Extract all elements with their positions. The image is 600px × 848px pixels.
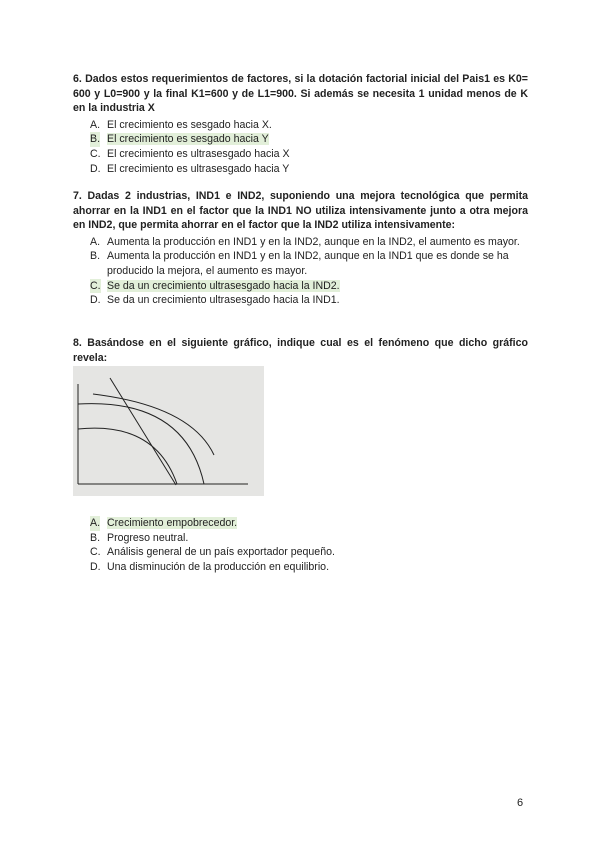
- option-text: El crecimiento es sesgado hacia X.: [107, 118, 272, 131]
- option-text: Progreso neutral.: [107, 531, 189, 544]
- option-7a[interactable]: [73, 235, 528, 250]
- page-number: 6: [517, 797, 524, 809]
- option-7c-highlighted[interactable]: [73, 279, 528, 294]
- option-8a-highlighted[interactable]: [73, 516, 528, 531]
- question-7-options: [73, 235, 528, 308]
- option-letter: D.: [90, 294, 101, 307]
- option-letter: D.: [90, 560, 101, 573]
- option-letter: C.: [90, 279, 101, 292]
- option-text: El crecimiento es ultrasesgado hacia X: [107, 147, 290, 160]
- option-6a[interactable]: [73, 118, 528, 133]
- option-text: Se da un crecimiento ultrasesgado hacia la IND2.: [107, 279, 340, 292]
- option-6c[interactable]: [73, 147, 528, 162]
- price-line-steep: [110, 378, 176, 485]
- question-7-text: 7. Dadas 2 industrias, IND1 e IND2, suponiendo una mejora tecnológica que permita ahorrar en la IND1 en el factor que la IND1 NO utiliza intensivamente junto a otra mejora en IND2, que permita ahorrar en el factor que la IND2 utiliza intensivamente:: [73, 190, 528, 232]
- option-text: Análisis general de un país exportador pequeño.: [107, 546, 335, 559]
- question-7: [73, 189, 528, 308]
- question-6-text: 6. Dados estos requerimientos de factores, si la dotación factorial inicial del Pais1 es K0= 600 y L0=900 y la final K1=600 y de L1=900. Si además se necesita 1 unidad menos de K en la industria X: [73, 73, 528, 115]
- option-7b[interactable]: [73, 249, 528, 278]
- option-letter: A.: [90, 517, 101, 529]
- option-7d[interactable]: [73, 293, 528, 308]
- option-6d[interactable]: [73, 162, 528, 177]
- question-8-options: [73, 516, 528, 574]
- ppf-graph: [73, 366, 264, 496]
- option-text: El crecimiento es ultrasesgado hacia Y: [107, 162, 290, 175]
- option-letter: C.: [90, 147, 101, 160]
- question-8: [73, 336, 528, 365]
- option-letter: B.: [90, 133, 101, 146]
- question-8-text: 8. Basándose en el siguiente gráfico, indique cual es el fenómeno que dicho gráfico revela:: [73, 337, 528, 364]
- option-8b[interactable]: [73, 531, 528, 546]
- option-text: Se da un crecimiento ultrasesgado hacia la IND1.: [107, 294, 340, 307]
- production-possibility-figure: [73, 366, 264, 496]
- option-letter: C.: [90, 546, 101, 559]
- outer-ppf-curve: [93, 394, 214, 455]
- option-8d[interactable]: [73, 560, 528, 575]
- option-letter: A.: [90, 118, 101, 131]
- option-text: Una disminución de la producción en equilibrio.: [107, 560, 330, 573]
- option-text: Aumenta la producción en IND1 y en la IND2, aunque en la IND1 que es donde se ha producido la mejora, el aumento es mayor.: [107, 250, 509, 277]
- option-letter: A.: [90, 235, 101, 248]
- option-6b-highlighted[interactable]: [73, 132, 528, 147]
- question-6: [73, 72, 528, 176]
- lower-ppf-curve: [78, 428, 177, 484]
- option-text: Aumenta la producción en IND1 y en la IND2, aunque en la IND2, el aumento es mayor.: [107, 235, 520, 248]
- option-letter: D.: [90, 162, 101, 175]
- option-text: Crecimiento empobrecedor.: [107, 517, 238, 529]
- inner-ppf-curve: [78, 404, 204, 484]
- option-8c[interactable]: [73, 545, 528, 560]
- option-letter: B.: [90, 250, 101, 263]
- option-text: El crecimiento es sesgado hacia Y: [107, 133, 269, 146]
- option-letter: B.: [90, 531, 101, 544]
- question-6-options: [73, 118, 528, 176]
